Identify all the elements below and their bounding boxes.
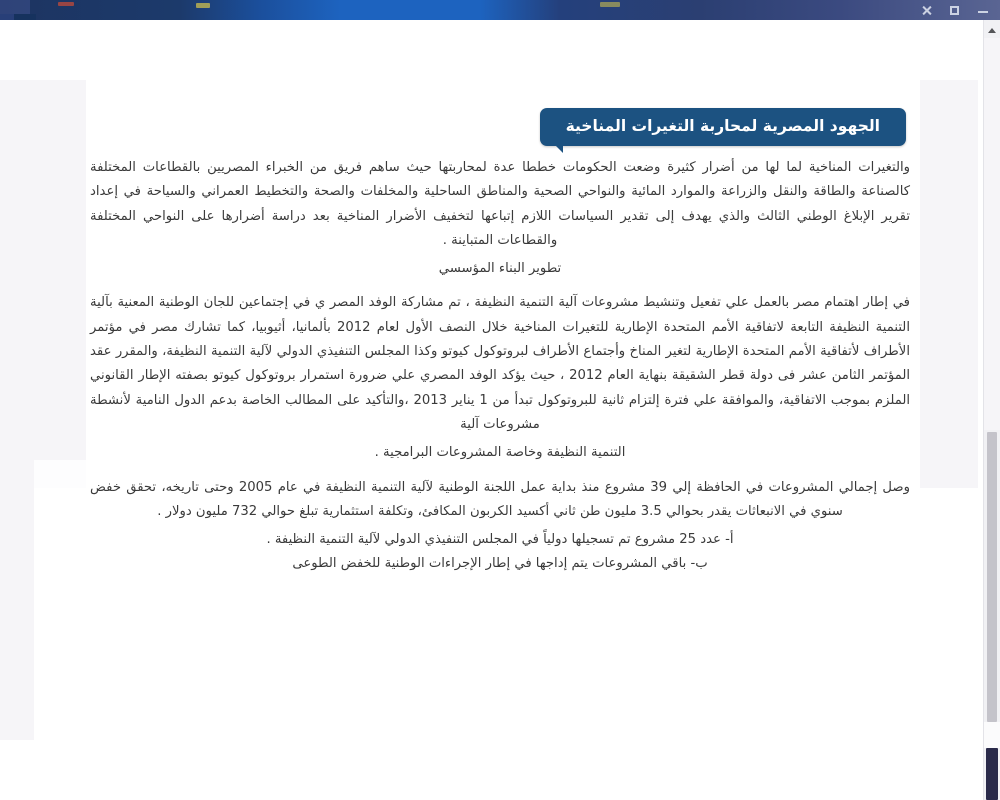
scrollbar-bottom-indicator[interactable] [986, 748, 998, 800]
paragraph-1: والتغيرات المناخية لما لها من أضرار كثيرة وضعت الحكومات خططا عدة لمحاربتها حيث ساهم فريق من الخبراء المصريين بالقطاعات المختلفة كالصناعة والطاقة والنقل والزراعة والموارد المائية والنواحي الصحية والمناطق الساحلية والمخلفات والصحة والتخطيط العمراني والسياحة في إعداد تقرير الإبلاغ الوطني الثالث والذي يهدف إلى تقدير السياسات اللازم إتباعها لتخفيف الأضرار المناخية بعد دراسة أضرارها على النواحي المختلفة والقطاعات المتباينة . [90, 160, 910, 248]
maximize-button[interactable] [948, 3, 962, 17]
page-lower-left-panel [0, 488, 34, 740]
close-icon [922, 6, 931, 15]
paragraph-2-tail: التنمية النظيفة وخاصة المشروعات البرامجية . [374, 445, 626, 461]
scroll-up-arrow-icon[interactable] [984, 23, 1000, 37]
heading-title: الجهود المصرية لمحاربة التغيرات المناخية [565, 117, 880, 135]
article-body [86, 156, 920, 577]
paragraph-2: في إطار اهتمام مصر بالعمل علي تفعيل وتنشيط مشروعات آلية التنمية النظيفة ، تم مشاركة الوفد المصر ي في إجتماعين للجان الوطنية المعنية بآلية التنمية النظيفة التابعة لاتفاقية الأمم المتحدة الإطارية للتغيرات المناخية خلال النصف الأول لعام 2012 بألمانيا، أثيوبيا، كما تشارك مصر في مؤتمر الأطراف لأتفاقية الأمم المتحدة الإطارية لتغير المناخ وأجتماع الأطراف لبروتوكول كيوتو وكذا المجلس التنفيذي الدولي لآلية التنمية النظيفة، والمقرر عقد المؤتمر الثامن عشر فى دولة قطر الشقيقة بنهاية العام 2012 ، حيث يؤكد الوفد المصري علي ضرورة استمرار بروتوكول كيوتو بصفته الإطار القانوني الملزم بموجب الاتفاقية، والموافقة علي فترة إلتزام ثانية للبروتوكول تبدأ من 1 يناير 2013 ،والتأكيد على المطالب الخاصة بدعم الدول النامية لأنشطة مشروعات آلية [90, 295, 911, 432]
minimize-icon [978, 11, 988, 13]
scrollbar-track-upper[interactable] [984, 38, 1000, 430]
browser-tab-accent-3 [600, 2, 620, 7]
heading-banner [540, 108, 906, 146]
page-surface [0, 20, 1000, 800]
paragraph-1-tail: تطوير البناء المؤسسي [438, 261, 562, 277]
paragraph-3-item-a: أ- عدد 25 مشروع تم تسجيلها دولياً في المجلس التنفيذي الدولي لآلية التنمية النظيفة . [266, 532, 734, 548]
chevron-up-icon [988, 28, 996, 33]
article-heading [540, 108, 906, 146]
page-left-gutter-panel [0, 80, 86, 488]
maximize-icon [950, 6, 959, 15]
page-right-gutter-panel [920, 80, 978, 488]
browser-tab-accent-2 [196, 3, 210, 8]
page-bottom-area [0, 740, 978, 800]
scrollbar-thumb[interactable] [987, 432, 997, 722]
paragraph-3-item-b: ب- باقي المشروعات يتم إداجها في إطار الإجراءات الوطنية للخفض الطوعى [292, 556, 708, 572]
close-button[interactable] [920, 3, 934, 17]
scrollbar-track-lower[interactable] [984, 722, 1000, 748]
browser-tab-accent-1 [58, 2, 74, 6]
article-card [86, 80, 920, 572]
vertical-scrollbar[interactable] [983, 20, 1000, 800]
heading-banner-tail [554, 144, 563, 153]
window-title-bar [0, 0, 1000, 20]
window-controls [920, 0, 996, 20]
minimize-button[interactable] [976, 3, 990, 17]
paragraph-3: وصل إجمالي المشروعات في الحافظة إلي 39 مشروع منذ بداية عمل اللجنة الوطنية لآلية التنمية النظيفة في عام 2005 وحتى تاريخه، تحقق خفض سنوي في الانبعاثات يقدر بحوالي 3.5 مليون طن ثاني أكسيد الكربون المكافئ، وتكلفة استثمارية تبلغ حوالي 732 مليون دولار . [90, 479, 910, 519]
